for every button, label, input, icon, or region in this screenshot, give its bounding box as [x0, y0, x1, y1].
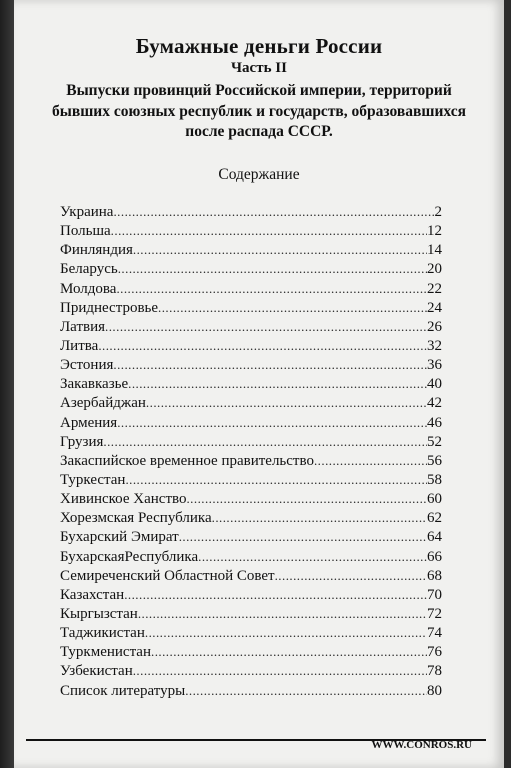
toc-entry — [60, 413, 442, 432]
toc-entry — [60, 202, 442, 221]
toc-leader-dots — [98, 336, 427, 356]
toc-leader-dots — [186, 489, 427, 509]
toc-leader-dots — [158, 298, 427, 318]
toc-leader-dots — [314, 451, 427, 471]
toc-entry — [60, 470, 442, 489]
toc-entry-page: 46 — [427, 414, 442, 431]
toc-entry-page: 78 — [427, 663, 442, 680]
toc-entry-label: Узбекистан — [60, 663, 133, 680]
toc-entry-label: Список литературы — [60, 682, 186, 699]
toc-entry — [60, 298, 442, 317]
toc-entry-page: 76 — [427, 644, 442, 661]
toc-entry-label: Туркестан — [60, 471, 126, 488]
toc-entry-page: 24 — [427, 299, 442, 316]
toc-leader-dots — [133, 240, 427, 260]
toc-entry-label: Украина — [60, 204, 114, 220]
toc-entry-label: Эстония — [60, 357, 114, 374]
page-edge-shadow — [0, 0, 14, 768]
toc-entry — [60, 681, 442, 700]
toc-leader-dots — [111, 221, 427, 241]
toc-entry — [60, 527, 442, 546]
toc-entry-page: 2 — [434, 204, 442, 220]
toc-leader-dots — [133, 661, 427, 681]
toc-entry-label: Закавказье — [60, 376, 129, 393]
toc-entry-label: Семиреченский Областной Совет — [60, 567, 275, 584]
toc-entry-label: Хорезмская Республика — [60, 510, 212, 527]
toc-leader-dots — [124, 585, 427, 605]
toc-entry — [60, 604, 442, 623]
toc-leader-dots — [118, 259, 427, 279]
toc-leader-dots — [113, 202, 434, 222]
toc-leader-dots — [146, 393, 427, 413]
toc-entry-page: 14 — [427, 242, 442, 259]
toc-entry-page: 66 — [427, 548, 442, 565]
toc-entry — [60, 240, 442, 259]
table-of-contents — [60, 202, 442, 700]
toc-entry — [60, 642, 442, 661]
toc-entry — [60, 355, 442, 374]
toc-entry — [60, 374, 442, 393]
toc-entry-label: Беларусь — [60, 261, 118, 278]
toc-entry-label: Приднестровье — [60, 299, 159, 316]
toc-entry — [60, 547, 442, 566]
toc-leader-dots — [151, 642, 427, 662]
toc-heading: Содержание — [218, 166, 300, 183]
toc-entry-label: Латвия — [60, 318, 106, 335]
toc-entry — [60, 489, 442, 508]
toc-entry-label: Таджикистан — [60, 625, 145, 642]
toc-entry — [60, 279, 442, 298]
book-title: Бумажные деньги России — [135, 34, 383, 58]
toc-entry — [60, 623, 442, 642]
toc-entry — [60, 451, 442, 470]
toc-entry — [60, 336, 442, 355]
toc-leader-dots — [179, 527, 427, 547]
toc-entry-label: Азербайджан — [60, 395, 146, 412]
toc-entry-label: Хивинское Ханство — [60, 491, 187, 508]
toc-entry-page: 26 — [427, 318, 442, 335]
toc-entry — [60, 566, 442, 585]
toc-entry-page: 60 — [427, 491, 442, 508]
toc-leader-dots — [117, 413, 427, 433]
book-subtitle: Выпуски провинций Российской империи, территорий бывших союзных республик и государств, образовавшихся после распада СССР. — [52, 82, 466, 140]
toc-entry-page: 68 — [427, 567, 442, 584]
toc-leader-dots — [128, 374, 427, 394]
footer-site: WWW.CONROS.RU — [371, 739, 472, 751]
toc-leader-dots — [138, 604, 427, 624]
toc-entry-label: Казахстан — [60, 586, 125, 603]
toc-entry-page: 58 — [427, 471, 442, 488]
document-page — [14, 0, 504, 768]
toc-entry — [60, 221, 442, 240]
toc-entry-label: Туркменистан — [60, 644, 151, 661]
toc-entry — [60, 508, 442, 527]
toc-entry-page: 36 — [427, 357, 442, 374]
toc-entry-label: Бухарский Эмират — [60, 529, 179, 546]
toc-entry-page: 22 — [427, 280, 442, 297]
toc-entry-page: 80 — [427, 682, 442, 699]
toc-entry-page: 42 — [427, 395, 442, 412]
toc-entry — [60, 585, 442, 604]
book-part: Часть II — [231, 60, 287, 76]
toc-entry-label: Литва — [60, 337, 99, 354]
toc-entry-label: Польша — [60, 223, 111, 240]
toc-entry-page: 12 — [427, 223, 442, 240]
toc-leader-dots — [116, 279, 427, 299]
toc-entry-page: 72 — [427, 605, 442, 622]
toc-leader-dots — [105, 317, 427, 337]
toc-entry — [60, 317, 442, 336]
toc-entry-page: 40 — [427, 376, 442, 393]
toc-entry-label: Закаспийское временное правительство — [60, 452, 314, 469]
toc-leader-dots — [198, 547, 427, 567]
toc-leader-dots — [185, 681, 427, 701]
toc-entry-page: 62 — [427, 510, 442, 527]
toc-entry-page: 70 — [427, 586, 442, 603]
toc-entry-page: 32 — [427, 337, 442, 354]
toc-entry-label: Финляндия — [60, 242, 133, 259]
toc-entry-page: 56 — [427, 452, 442, 469]
toc-entry-page: 64 — [427, 529, 442, 546]
toc-entry-label: Кыргызстан — [60, 605, 138, 622]
toc-leader-dots — [212, 508, 427, 528]
toc-entry — [60, 432, 442, 451]
toc-entry-label: Грузия — [60, 433, 104, 450]
toc-entry-page: 20 — [427, 261, 442, 278]
toc-entry-label: Армения — [60, 414, 118, 431]
toc-leader-dots — [275, 566, 427, 586]
toc-entry — [60, 393, 442, 412]
toc-leader-dots — [145, 623, 427, 643]
toc-entry-label: БухарскаяРеспублика — [60, 548, 199, 565]
toc-entry — [60, 661, 442, 680]
toc-leader-dots — [103, 432, 427, 452]
toc-leader-dots — [125, 470, 427, 490]
toc-entry-page: 74 — [427, 625, 442, 642]
toc-entry — [60, 259, 442, 278]
toc-entry-page: 52 — [427, 433, 442, 450]
toc-entry-label: Молдова — [60, 280, 117, 297]
toc-leader-dots — [113, 355, 427, 375]
